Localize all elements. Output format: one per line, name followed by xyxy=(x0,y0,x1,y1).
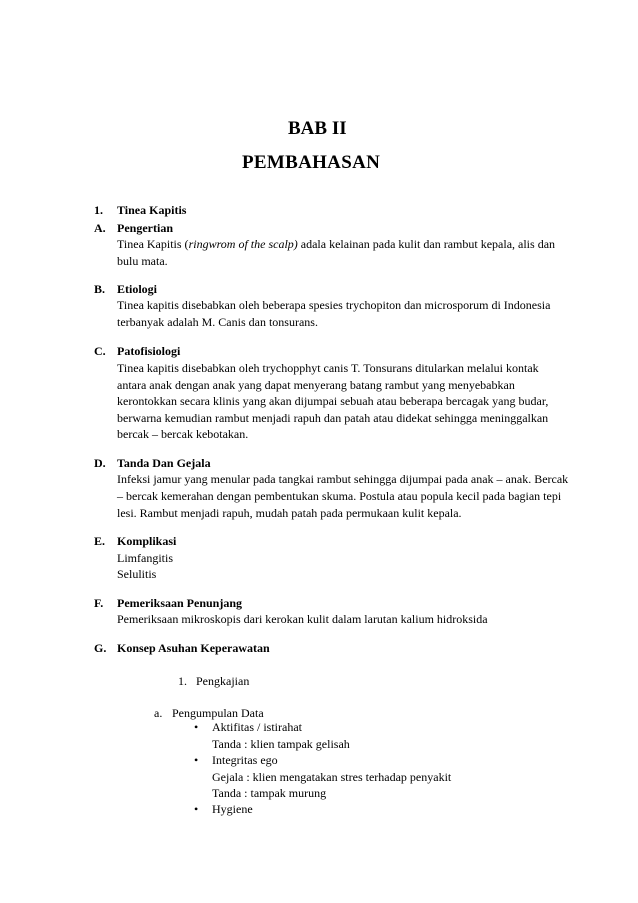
bullet-icon: • xyxy=(194,753,199,767)
bullet-3-label: Hygiene xyxy=(212,802,253,816)
pengumpulan-letter: a. xyxy=(154,706,163,720)
item-f-letter: F. xyxy=(94,596,104,610)
bullet-1-label: Aktifitas / istirahat xyxy=(212,720,302,734)
item-b-line-2: terbanyak adalah M. Canis dan tonsurans. xyxy=(117,315,318,329)
item-d-line-2: – bercak kemerahan dengan pembentukan skuma. Postula atau popula kecil pada bagian tepi xyxy=(117,489,562,503)
item-d-line-1: Infeksi jamur yang menular pada tangkai rambut sehingga dijumpai pada anak – anak. Bercak xyxy=(117,472,569,486)
bullet-2-label: Integritas ego xyxy=(212,753,278,767)
item-e-line-2: Selulitis xyxy=(117,567,157,581)
chapter-number: BAB II xyxy=(288,118,347,139)
item-c-line-1: Tinea kapitis disebabkan oleh trychopphyt canis T. Tonsurans ditularkan melalui kontak xyxy=(117,361,539,375)
pengumpulan-label: Pengumpulan Data xyxy=(172,706,264,720)
item-e-title: Komplikasi xyxy=(117,534,177,548)
chapter-title: PEMBAHASAN xyxy=(242,152,381,173)
item-b-line-1: Tinea kapitis disebabkan oleh beberapa spesies trychopiton dan microsporum di Indonesia xyxy=(117,298,551,312)
item-c-line-4: berwarna kemudian rambut menjadi rapuh dan patah atau didekat sehingga meninggalkan xyxy=(117,411,549,425)
item-c-line-3: kerontokkan secara klinis yang akan dijumpai sebuah atau beberapa bercagak yang budar, xyxy=(117,394,549,408)
item-a-letter: A. xyxy=(94,221,106,235)
item-f-line-1: Pemeriksaan mikroskopis dari kerokan kulit dalam larutan kalium hidroksida xyxy=(117,612,488,626)
item-a-line-1 xyxy=(117,237,555,252)
item-b-title: Etiologi xyxy=(117,282,158,296)
item-d-line-3: lesi. Rambut menjadi rapuh, mudah patah pada permukaan kulit kepala. xyxy=(117,506,462,520)
section-number: 1. xyxy=(94,203,103,217)
pengkajian-label: Pengkajian xyxy=(196,674,250,688)
item-d-letter: D. xyxy=(94,456,106,470)
bullet-2-detail-1: Gejala : klien mengatakan stres terhadap penyakit xyxy=(212,770,452,784)
item-c-line-5: bercak – bercak kebotakan. xyxy=(117,427,249,441)
item-c-line-2: antara anak dengan anak yang dapat menyerang batang rambut yang menyebabkan xyxy=(117,378,515,392)
item-a-line-1-part-3: adala kelainan pada kulit dan rambut kepala, alis dan xyxy=(297,237,556,251)
bullet-1-detail-1: Tanda : klien tampak gelisah xyxy=(212,737,350,751)
item-a-title: Pengertian xyxy=(117,221,173,235)
item-a-line-1-italic: ringwrom of the scalp) xyxy=(188,237,298,251)
item-a-line-1-part-1: Tinea Kapitis ( xyxy=(117,237,189,251)
section-title: Tinea Kapitis xyxy=(117,203,187,217)
item-c-title: Patofisiologi xyxy=(117,344,181,358)
item-b-letter: B. xyxy=(94,282,106,296)
bullet-icon: • xyxy=(194,720,199,734)
item-a-line-2: bulu mata. xyxy=(117,254,168,268)
bullet-2-detail-2: Tanda : tampak murung xyxy=(212,786,327,800)
pengkajian-number: 1. xyxy=(178,674,187,688)
item-e-letter: E. xyxy=(94,534,106,548)
item-d-title: Tanda Dan Gejala xyxy=(117,456,211,470)
item-c-letter: C. xyxy=(94,344,106,358)
item-g-letter: G. xyxy=(94,641,107,655)
item-e-line-1: Limfangitis xyxy=(117,551,173,565)
bullet-icon: • xyxy=(194,802,199,816)
item-g-title: Konsep Asuhan Keperawatan xyxy=(117,641,270,655)
item-f-title: Pemeriksaan Penunjang xyxy=(117,596,243,610)
